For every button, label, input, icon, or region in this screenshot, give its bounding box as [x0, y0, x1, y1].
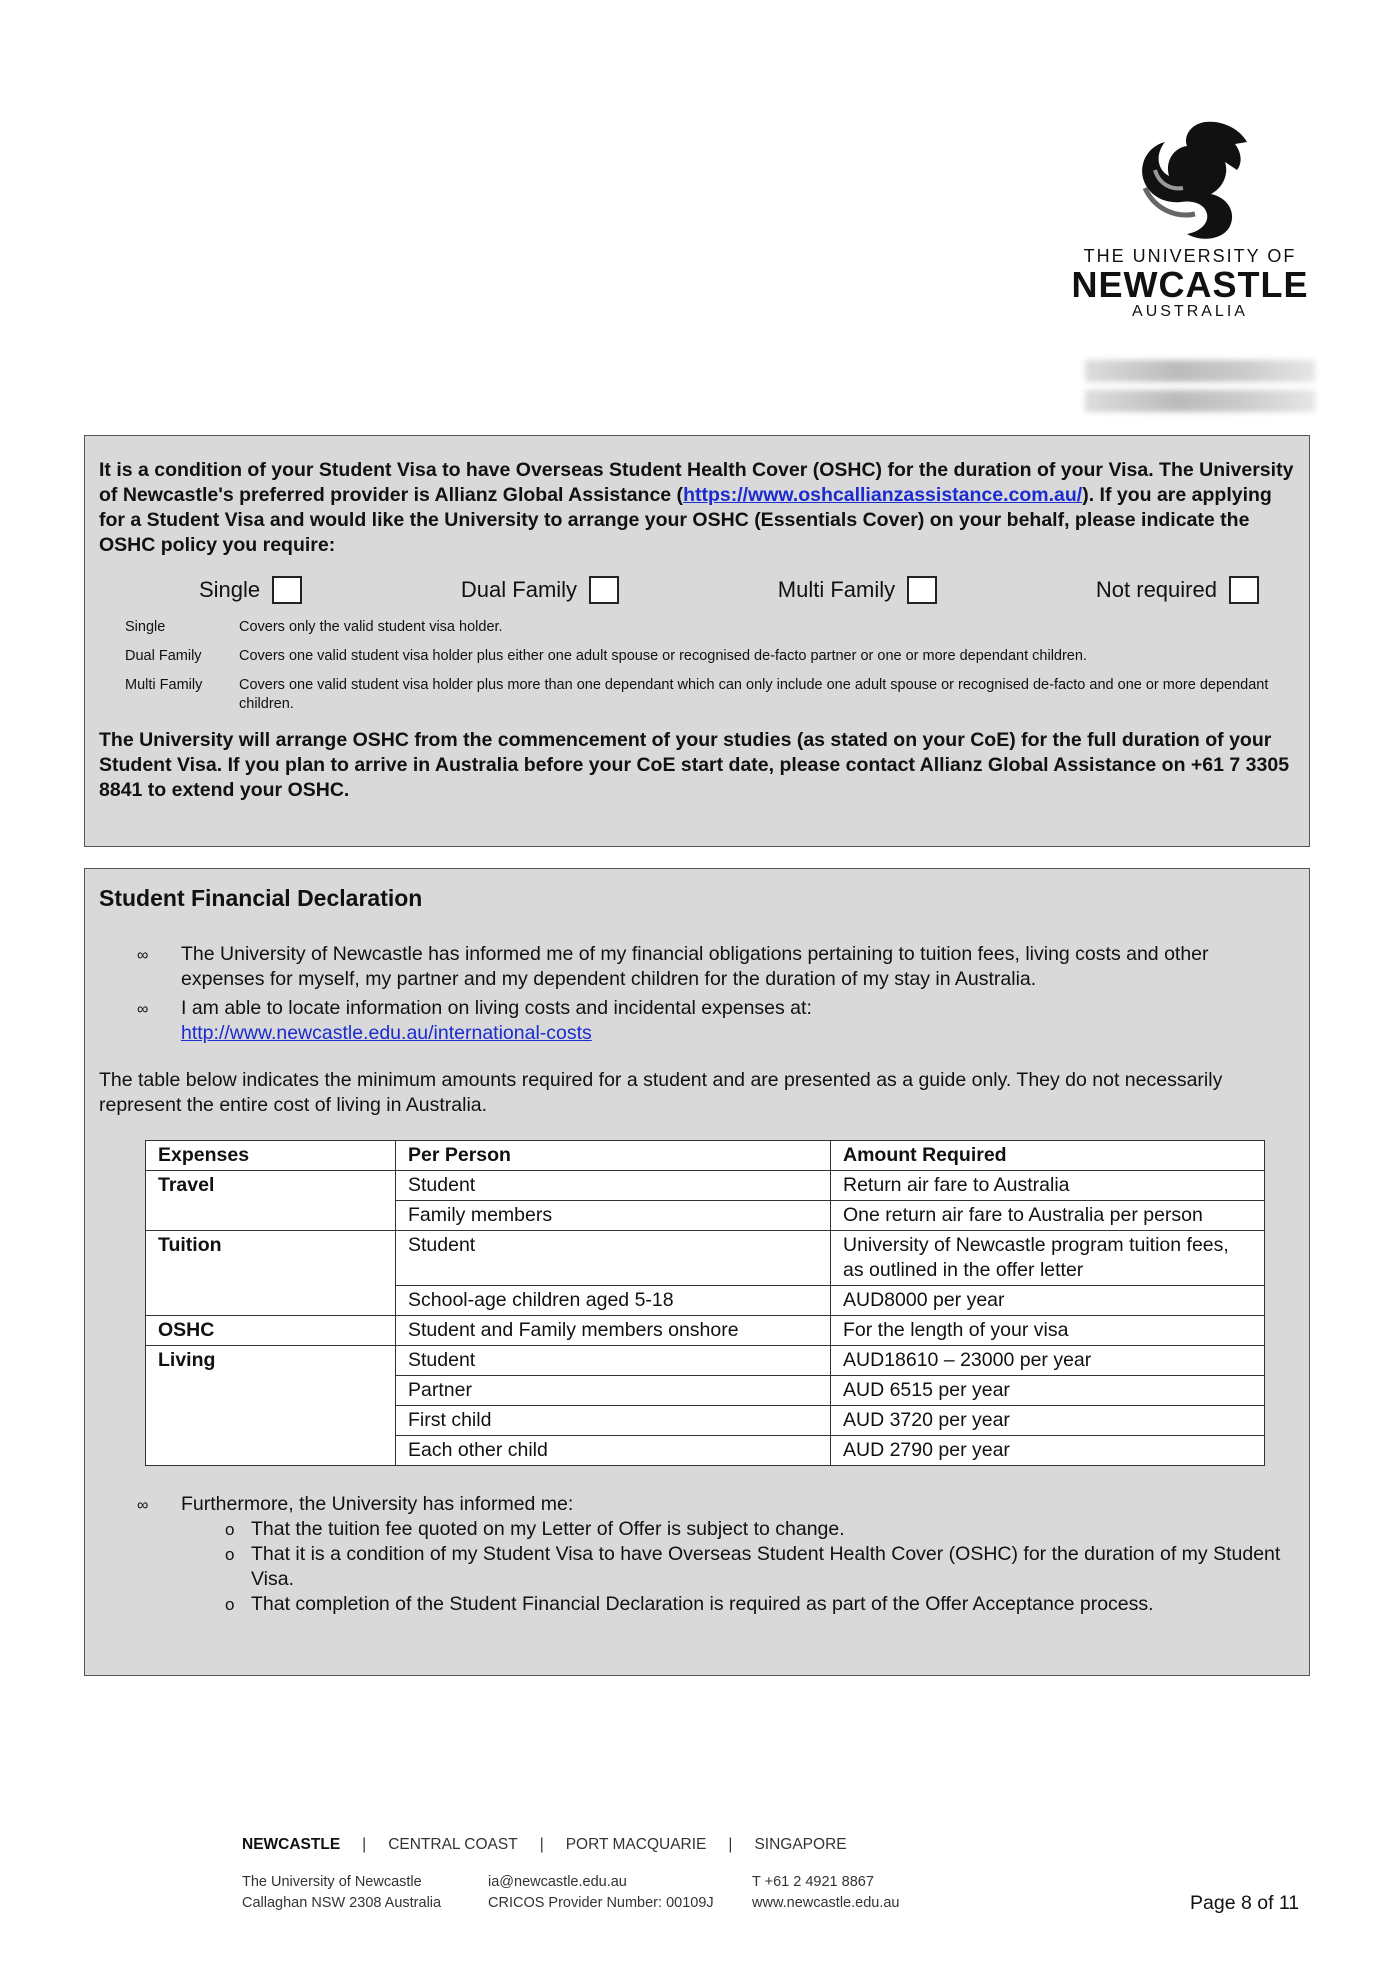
expense-category: Tuition — [146, 1231, 396, 1316]
option-dual-family[interactable] — [461, 576, 619, 604]
policy-definitions — [125, 618, 1295, 714]
footer-phone: T +61 2 4921 8867 — [752, 1874, 874, 1890]
footer-address — [242, 1872, 488, 1914]
footer-phone-web — [752, 1872, 952, 1914]
table-guide-text: The table below indicates the minimum amounts required for a student and are presented as a guide only. They do not necessarily represent the entire cost of living in Australia. — [99, 1069, 1223, 1116]
definition-row — [125, 618, 1295, 637]
definition-text: Covers one valid student visa holder plus more than one dependant which can only include one adult spouse or recognised de-facto and one or more dependant children. — [239, 677, 1269, 712]
living-costs-link[interactable]: http://www.newcastle.edu.au/international-costs — [181, 1022, 592, 1044]
per-person-cell: Student — [396, 1171, 831, 1201]
amount-cell: AUD18610 – 23000 per year — [831, 1346, 1265, 1376]
oshc-intro-text: It is a condition of your Student Visa to have Overseas Student Health Cover (OSHC) for the duration of your Visa. The University of Newcastle's preferred provider is Allianz Global Assistance ( — [99, 459, 1294, 506]
separator: | — [728, 1836, 733, 1853]
campus-port-macquarie: PORT MACQUARIE — [565, 1836, 707, 1853]
single-checkbox[interactable] — [272, 576, 302, 604]
page-footer — [242, 1836, 952, 1914]
footer-cricos: CRICOS Provider Number: 00109J — [488, 1895, 714, 1911]
amount-cell: AUD 2790 per year — [831, 1436, 1265, 1466]
amount-cell: University of Newcastle program tuition fees, as outlined in the offer letter — [831, 1231, 1265, 1286]
amount-cell: For the length of your visa — [831, 1316, 1265, 1346]
further-item: o That the tuition fee quoted on my Letter of Offer is subject to change. — [225, 1517, 1295, 1542]
declaration-item — [137, 996, 1295, 1046]
oshc-request-text: If you are applying for a Student Visa and would like the University to arrange your OSHC (Essentials Cover) on your behalf, please indicate the OSHC policy you require: — [99, 484, 1272, 556]
definition-text: Covers one valid student visa holder plus either one adult spouse or recognised de-facto partner or one or more dependant children. — [239, 648, 1087, 664]
declaration-list — [99, 942, 1295, 1046]
amount-cell: One return air fare to Australia per person — [831, 1201, 1265, 1231]
table-row — [146, 1316, 1265, 1346]
table-header-row — [146, 1141, 1265, 1171]
further-list — [137, 1517, 1295, 1617]
campus-list — [242, 1836, 952, 1854]
redacted-field — [1085, 360, 1315, 382]
expense-category: Living — [146, 1346, 396, 1466]
logo-line-3: AUSTRALIA — [1132, 303, 1248, 320]
university-logo — [1070, 118, 1310, 321]
oshc-intro-end: ). — [1082, 484, 1095, 506]
redacted-field — [1085, 390, 1315, 412]
table-row — [146, 1346, 1265, 1376]
option-label: Single — [199, 577, 261, 602]
table-row — [146, 1171, 1265, 1201]
expenses-table — [145, 1140, 1265, 1466]
allianz-link[interactable]: https://www.oshcallianzassistance.com.au/ — [683, 484, 1083, 506]
oshc-section — [84, 435, 1310, 847]
option-label: Not required — [1095, 577, 1217, 602]
seahorse-logo-icon — [1125, 118, 1255, 242]
section-title: Student Financial Declaration — [99, 885, 423, 911]
address-line: The University of Newcastle — [242, 1874, 422, 1890]
definition-text: Covers only the valid student visa holder. — [239, 619, 503, 635]
amount-cell: AUD 6515 per year — [831, 1376, 1265, 1406]
multi-family-checkbox[interactable] — [907, 576, 937, 604]
amount-cell: AUD 3720 per year — [831, 1406, 1265, 1436]
further-item: o That it is a condition of my Student Visa to have Overseas Student Health Cover (OSHC) for the duration of my Student Visa. — [225, 1542, 1295, 1592]
further-lead: ∞ Furthermore, the University has informed me: — [137, 1492, 1295, 1517]
campus-newcastle: NEWCASTLE — [242, 1836, 341, 1853]
definition-row — [125, 647, 1295, 666]
column-header: Expenses — [146, 1141, 396, 1171]
declaration-item: ∞ The University of Newcastle has informed me of my financial obligations pertaining to tuition fees, living costs and other expenses for myself, my partner and my dependent children for the duration of my stay in Australia. — [137, 942, 1295, 992]
expense-category: Travel — [146, 1171, 396, 1231]
not-required-checkbox[interactable] — [1229, 576, 1259, 604]
logo-line-1: THE UNIVERSITY OF — [1083, 246, 1297, 266]
table-row — [146, 1231, 1265, 1286]
oshc-intro — [99, 458, 1295, 558]
financial-declaration-section — [84, 868, 1310, 1676]
amount-cell: AUD8000 per year — [831, 1286, 1265, 1316]
dual-family-checkbox[interactable] — [589, 576, 619, 604]
option-label: Multi Family — [777, 577, 896, 602]
declaration-text: I am able to locate information on living costs and incidental expenses at: — [181, 997, 812, 1019]
footer-web: www.newcastle.edu.au — [752, 1895, 900, 1911]
option-single[interactable] — [199, 576, 302, 604]
per-person-cell: Student and Family members onshore — [396, 1316, 831, 1346]
footer-contact — [242, 1872, 952, 1914]
oshc-closing: The University will arrange OSHC from the commencement of your studies (as stated on your CoE) for the full duration of your Student Visa. If you plan to arrive in Australia before your CoE start date, please contact Allianz Global Assistance on +61 7 3305 8841 to extend your OSHC. — [99, 729, 1290, 801]
definition-row — [125, 676, 1295, 714]
definition-term: Single — [125, 619, 166, 635]
column-header: Per Person — [396, 1141, 831, 1171]
per-person-cell: Student — [396, 1231, 831, 1286]
option-multi-family[interactable] — [778, 576, 937, 604]
per-person-cell: Partner — [396, 1376, 831, 1406]
campus-singapore: SINGAPORE — [754, 1836, 847, 1853]
campus-central-coast: CENTRAL COAST — [388, 1836, 518, 1853]
page-number: Page 8 of 11 — [1190, 1892, 1300, 1914]
oshc-options — [199, 576, 1259, 604]
address-line: Callaghan NSW 2308 Australia — [242, 1895, 442, 1911]
option-label: Dual Family — [460, 577, 578, 602]
option-not-required[interactable] — [1096, 576, 1259, 604]
separator: | — [539, 1836, 544, 1853]
per-person-cell: Each other child — [396, 1436, 831, 1466]
further-section — [137, 1492, 1295, 1617]
amount-cell: Return air fare to Australia — [831, 1171, 1265, 1201]
footer-email-cricos — [488, 1872, 752, 1914]
definition-term: Dual Family — [125, 648, 202, 664]
per-person-cell: School-age children aged 5-18 — [396, 1286, 831, 1316]
per-person-cell: First child — [396, 1406, 831, 1436]
per-person-cell: Student — [396, 1346, 831, 1376]
footer-email: ia@newcastle.edu.au — [488, 1874, 627, 1890]
logo-line-2: NEWCASTLE — [1071, 264, 1309, 305]
column-header: Amount Required — [831, 1141, 1265, 1171]
expense-category: OSHC — [146, 1316, 396, 1346]
definition-term: Multi Family — [125, 677, 203, 693]
separator: | — [362, 1836, 367, 1853]
further-item: o That completion of the Student Financial Declaration is required as part of the Offer Acceptance process. — [225, 1592, 1295, 1617]
per-person-cell: Family members — [396, 1201, 831, 1231]
